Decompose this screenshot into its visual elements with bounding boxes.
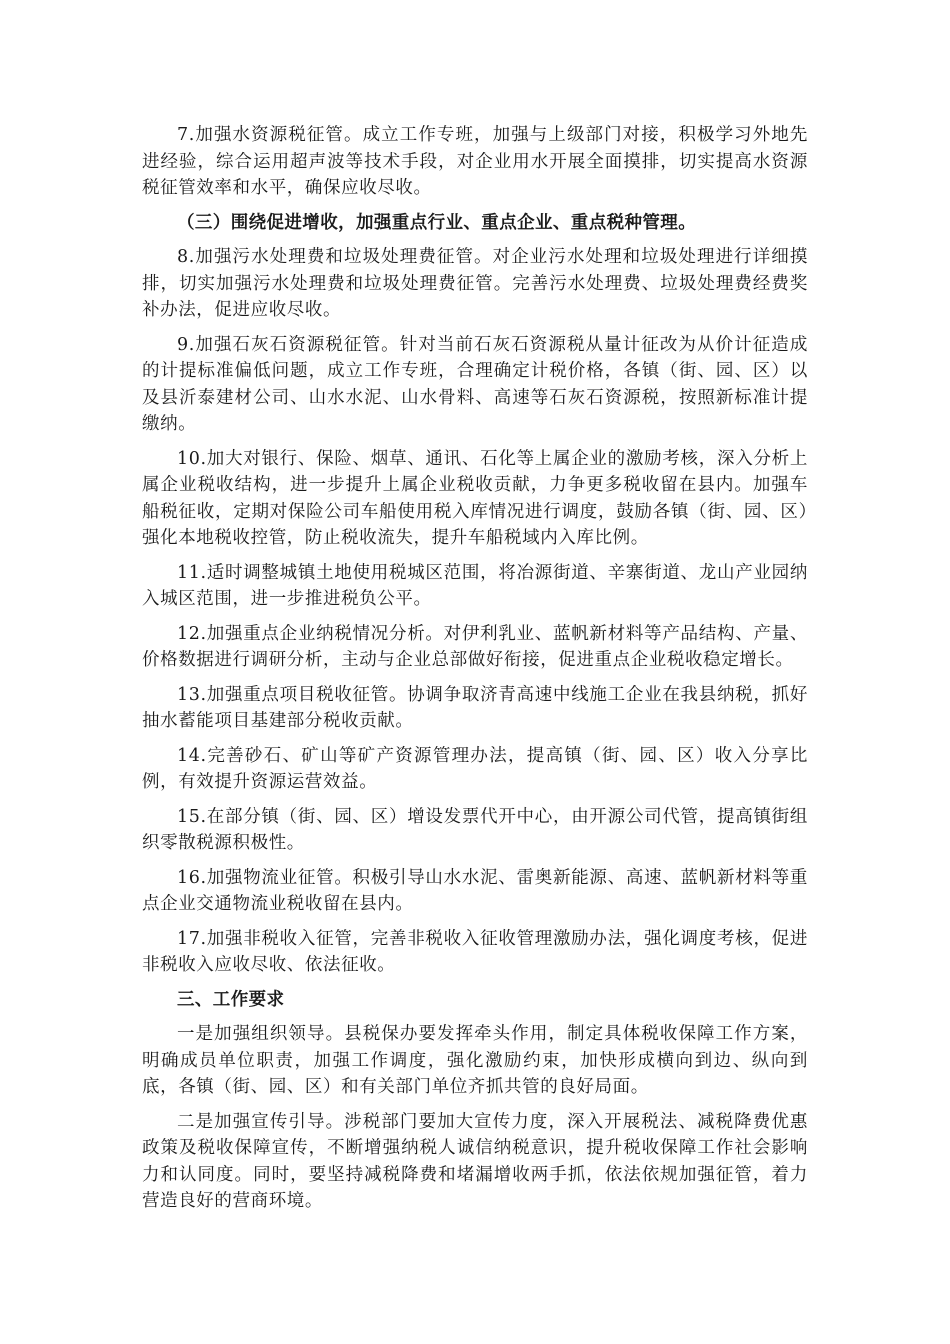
paragraph-12: 12.加强重点企业纳税情况分析。对伊利乳业、蓝帆新材料等产品结构、产量、价格数据进行调研分析，主动与企业总部做好衔接，促进重点企业税收稳定增长。 bbox=[142, 623, 808, 670]
paragraph-16: 16.加强物流业征管。积极引导山水水泥、雷奥新能源、高速、蓝帆新材料等重点企业交通物流业税收留在县内。 bbox=[142, 867, 808, 914]
section-heading-work-requirements: 三、工作要求 bbox=[177, 989, 285, 1010]
section-heading-3: （三）围绕促进增收，加强重点行业、重点企业、重点税种管理。 bbox=[177, 212, 697, 233]
paragraph-15: 15.在部分镇（街、园、区）增设发票代开中心，由开源公司代管，提高镇街组织零散税源积极性。 bbox=[142, 806, 808, 853]
paragraph-13: 13.加强重点项目税收征管。协调争取济青高速中线施工企业在我县纳税，抓好抽水蓄能项目基建部分税收贡献。 bbox=[142, 684, 808, 731]
paragraph-17: 17.加强非税收入征管，完善非税收入征收管理激励办法，强化调度考核，促进非税收入应收尽收、依法征收。 bbox=[142, 928, 808, 975]
paragraph-14: 14.完善砂石、矿山等矿产资源管理办法，提高镇（街、园、区）收入分享比例，有效提升资源运营效益。 bbox=[142, 745, 808, 792]
paragraph-requirement-2: 二是加强宣传引导。涉税部门要加大宣传力度，深入开展税法、减税降费优惠政策及税收保障宣传，不断增强纳税人诚信纳税意识，提升税收保障工作社会影响力和认同度。同时，要坚持减税降费和堵漏增收两手抓，依法依规加强征管，着力营造良好的营商环境。 bbox=[142, 1111, 808, 1211]
document-body bbox=[142, 122, 808, 1223]
paragraph-requirement-1: 一是加强组织领导。县税保办要发挥牵头作用，制定具体税收保障工作方案，明确成员单位职责，加强工作调度，强化激励约束，加快形成横向到边、纵向到底，各镇（街、园、区）和有关部门单位齐抓共管的良好局面。 bbox=[142, 1024, 808, 1097]
paragraph-11: 11.适时调整城镇土地使用税城区范围，将冶源街道、辛寨街道、龙山产业园纳入城区范围，进一步推进税负公平。 bbox=[142, 562, 808, 609]
paragraph-9: 9.加强石灰石资源税征管。针对当前石灰石资源税从量计征改为从价计征造成的计提标准偏低问题，成立工作专班，合理确定计税价格，各镇（街、园、区）以及县沂泰建材公司、山水水泥、山水骨料、高速等石灰石资源税，按照新标准计提缴纳。 bbox=[142, 334, 808, 434]
paragraph-7: 7.加强水资源税征管。成立工作专班，加强与上级部门对接，积极学习外地先进经验，综合运用超声波等技术手段，对企业用水开展全面摸排，切实提高水资源税征管效率和水平，确保应收尽收。 bbox=[142, 125, 808, 198]
paragraph-8: 8.加强污水处理费和垃圾处理费征管。对企业污水处理和垃圾处理进行详细摸排，切实加强污水处理费和垃圾处理费征管。完善污水处理费、垃圾处理费经费奖补办法，促进应收尽收。 bbox=[142, 247, 808, 320]
paragraph-10: 10.加大对银行、保险、烟草、通讯、石化等上属企业的激励考核，深入分析上属企业税收结构，进一步提升上属企业税收贡献，力争更多税收留在县内。加强车船税征收，定期对保险公司车船使用税入库情况进行调度，鼓励各镇（街、园、区）强化本地税收控管，防止税收流失，提升车船税域内入库比例。 bbox=[142, 448, 808, 548]
